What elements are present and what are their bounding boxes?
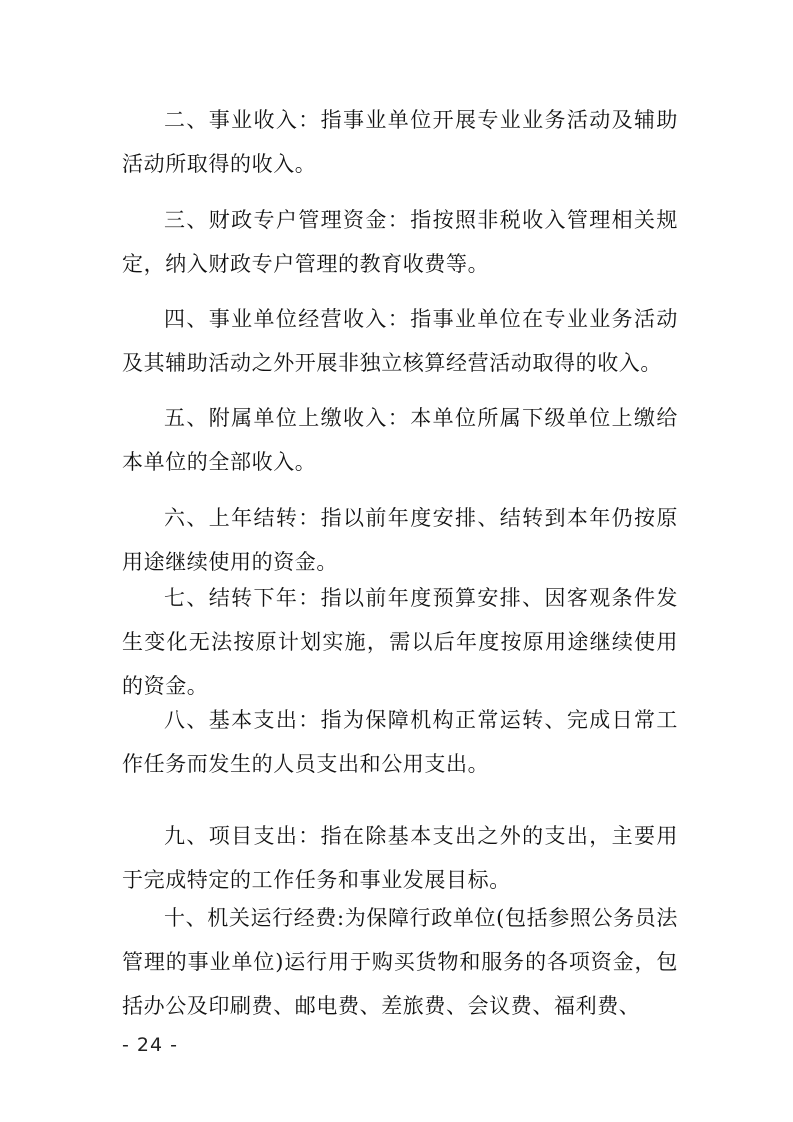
paragraph-business-income: 二、事业收入：指事业单位开展专业业务活动及辅助活动所取得的收入。 xyxy=(122,108,678,176)
paragraph-operating-expenses: 十、机关运行经费:为保障行政单位(包括参照公务员法管理的事业单位)运行用于购买货物和服务的各项资金，包括办公及印刷费、邮电费、差旅费、会议费、福利费、 xyxy=(122,906,678,1018)
paragraph-basic-expenditure: 八、基本支出：指为保障机构正常运转、完成日常工作任务而发生的人员支出和公用支出。 xyxy=(122,708,678,776)
paragraph-prior-year-carryover: 六、上年结转：指以前年度安排、结转到本年仍按原用途继续使用的资金。 xyxy=(122,506,678,574)
paragraph-operating-income: 四、事业单位经营收入：指事业单位在专业业务活动及其辅助活动之外开展非独立核算经营活动取得的收入。 xyxy=(122,307,678,375)
paragraph-project-expenditure: 九、项目支出：指在除基本支出之外的支出，主要用于完成特定的工作任务和事业发展目标。 xyxy=(122,824,678,892)
paragraph-next-year-carryover: 七、结转下年：指以前年度预算安排、因客观条件发生变化无法按原计划实施，需以后年度按原用途继续使用的资金。 xyxy=(122,586,678,698)
paragraph-subordinate-income: 五、附属单位上缴收入：本单位所属下级单位上缴给本单位的全部收入。 xyxy=(122,406,678,474)
paragraph-fiscal-account-funds: 三、财政专户管理资金：指按照非税收入管理相关规定，纳入财政专户管理的教育收费等。 xyxy=(122,208,678,276)
page-number: - 24 - xyxy=(122,1034,178,1056)
